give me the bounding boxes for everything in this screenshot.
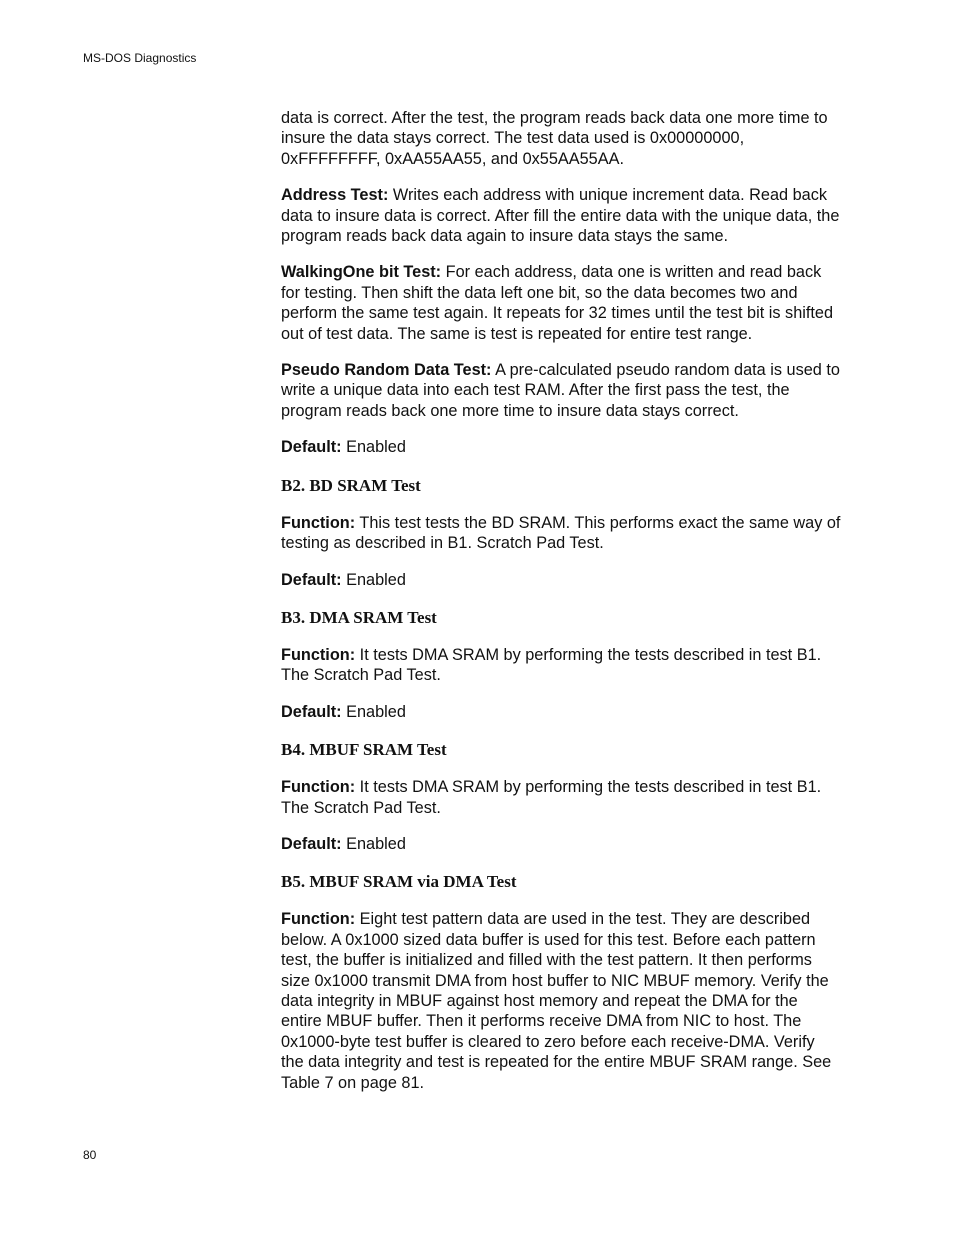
function-text: It tests DMA SRAM by performing the tests described in test B1. The Scratch Pad Test. [281, 778, 822, 817]
default-label: Default: [281, 834, 342, 853]
default-label: Default: [281, 570, 342, 589]
section-heading-b2: B2. BD SRAM Test [281, 475, 421, 495]
walking-one-text: For each address, data one is written and read back for testing. Then shift the data left one bit, so the data becomes two and perform the same test again. It repeats for 32 times until the test bit is shifted out of test data. The same is test is repeated for entire test range. [281, 263, 834, 343]
address-test-text: Writes each address with unique increment data. Read back data to insure data is correct. After fill the entire data with the unique data, the program reads back data again to insure data stays the same. [281, 186, 840, 246]
address-test-label: Address Test: [281, 186, 389, 205]
document-body [281, 108, 841, 1109]
pseudo-random-label: Pseudo Random Data Test: [281, 361, 492, 380]
default-value: Enabled [341, 570, 406, 589]
function-paragraph-b5 [281, 909, 841, 1093]
default-paragraph-b3 [281, 702, 841, 722]
walking-one-paragraph [281, 262, 841, 344]
default-paragraph-b4 [281, 834, 841, 854]
function-text: This test tests the BD SRAM. This performs exact the same way of testing as described in B1. Scratch Pad Test. [281, 513, 841, 553]
section-heading-b3: B3. DMA SRAM Test [281, 607, 437, 627]
function-paragraph-b2 [281, 513, 841, 554]
function-label: Function: [281, 513, 356, 532]
section-heading-b5: B5. MBUF SRAM via DMA Test [281, 872, 517, 892]
default-value: Enabled [341, 834, 406, 853]
address-test-paragraph [281, 185, 841, 246]
section-heading-b4: B4. MBUF SRAM Test [281, 740, 447, 760]
function-text: It tests DMA SRAM by performing the tests described in test B1. The Scratch Pad Test. [281, 645, 822, 685]
default-paragraph-b2 [281, 570, 841, 590]
intro-paragraph: data is correct. After the test, the program reads back data one more time to insure the data stays correct. The test data used is 0x00000000, 0xFFFFFFFF, 0xAA55AA55, and 0x55AA55AA. [281, 109, 828, 168]
page-number: 80 [83, 1148, 97, 1162]
default-label: Default: [281, 702, 342, 721]
pseudo-random-text: A pre-calculated pseudo random data is used to write a unique data into each test RAM. After the first pass the test, the program reads back one more time to insure data stays correct. [281, 361, 840, 420]
pseudo-random-paragraph [281, 360, 841, 421]
running-header: MS-DOS Diagnostics [83, 51, 197, 65]
default-label: Default: [281, 438, 342, 457]
default-value: Enabled [341, 702, 406, 721]
default-paragraph-b1 [281, 437, 841, 457]
function-paragraph-b4 [281, 777, 841, 818]
function-paragraph-b3 [281, 645, 841, 686]
walking-one-label: WalkingOne bit Test: [281, 263, 442, 282]
default-value: Enabled [341, 438, 406, 457]
function-label: Function: [281, 645, 356, 664]
function-text: Eight test pattern data are used in the test. They are described below. A 0x1000 sized data buffer is used for this test. Before each pattern test, the buffer is initialized and filled with the test pattern. It then performs size 0x1000 transmit DMA from host buffer to NIC MBUF memory. Verify the data integrity in MBUF against host memory and repeat the DMA for the entire MBUF buffer. Then it performs receive DMA from NIC to host. The 0x1000-byte test buffer is cleared to zero before each receive-DMA. Verify the data integrity and test is repeated for the entire MBUF SRAM range. See Table 7 on page 81. [281, 910, 832, 1092]
function-label: Function: [281, 910, 356, 929]
function-label: Function: [281, 778, 356, 797]
